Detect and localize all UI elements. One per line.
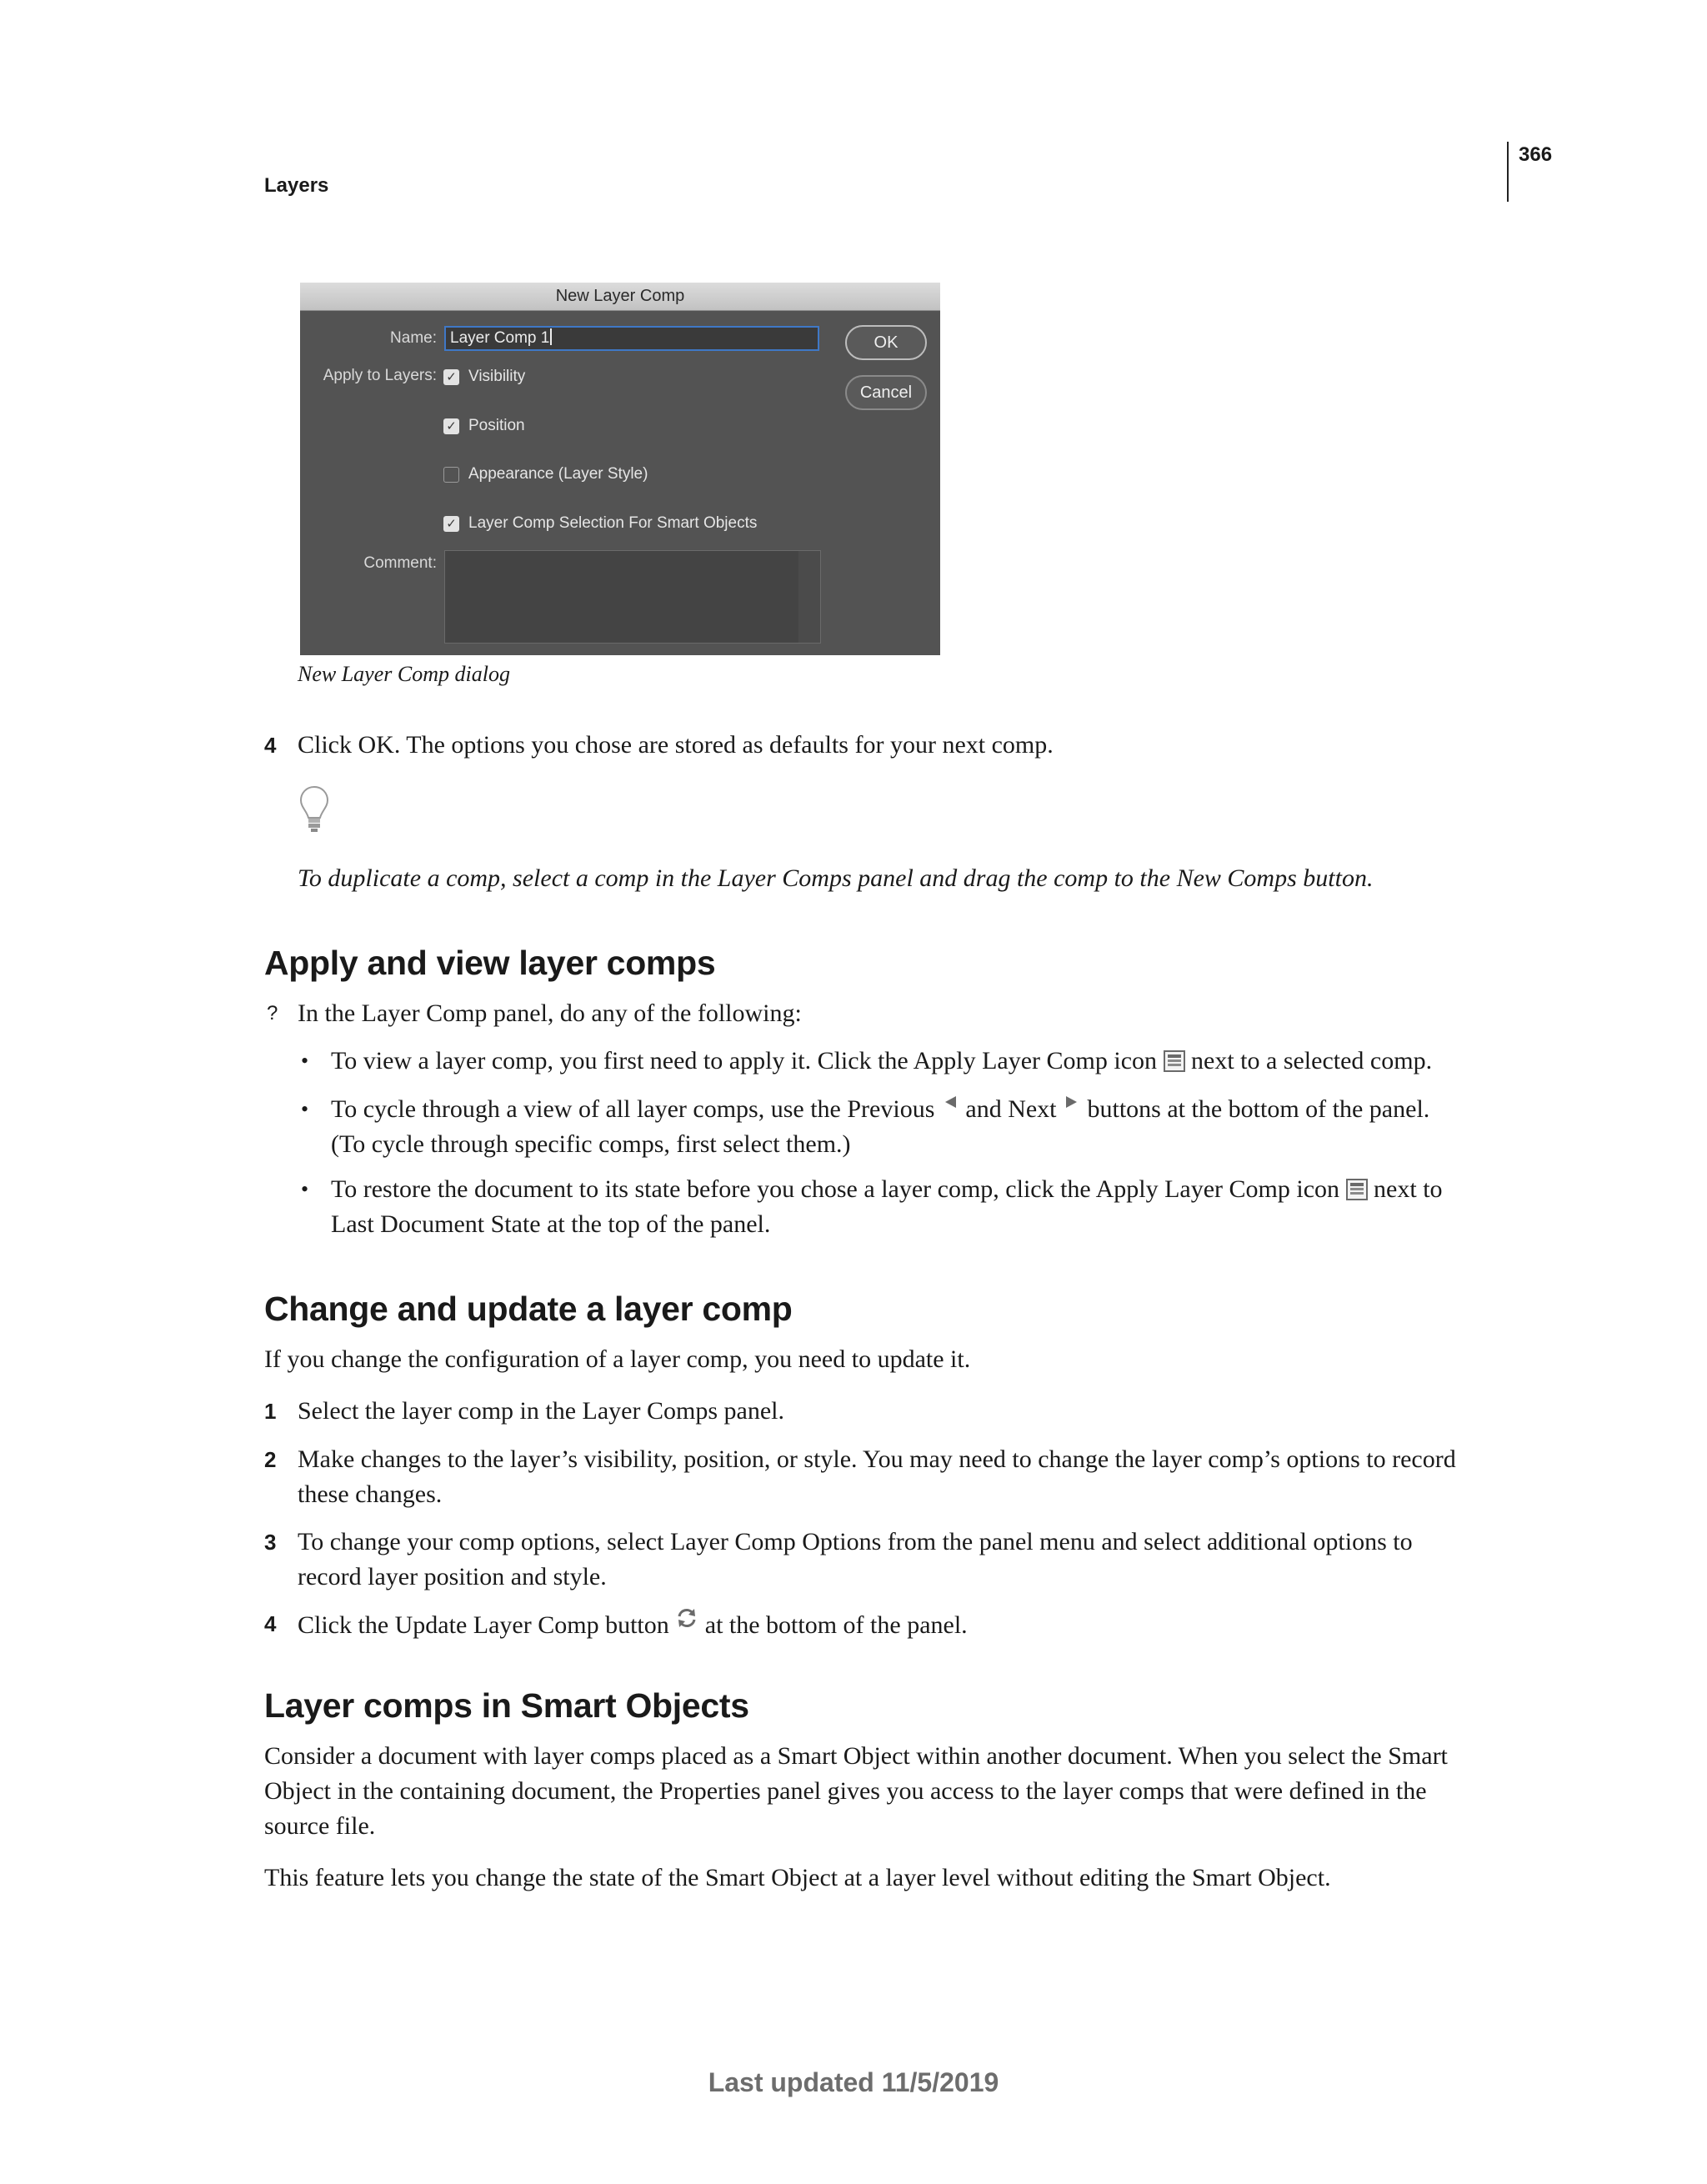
step-text: Select the layer comp in the Layer Comps panel. — [298, 1397, 784, 1425]
step-text: Make changes to the layer’s visibility, position, or style. You may need to change the layer comp’s options to record — [298, 1445, 1456, 1473]
name-label: Name: — [390, 329, 437, 347]
step-number: 4 — [264, 733, 277, 758]
apply-layer-comp-icon — [1164, 1050, 1185, 1072]
step-text-continued: record layer position and style. — [298, 1563, 607, 1590]
header-divider — [1507, 142, 1509, 202]
lightbulb-tip-icon — [298, 784, 330, 834]
next-arrow-icon — [1063, 1094, 1081, 1112]
paragraph-line: source file. — [264, 1812, 376, 1840]
checked-checkbox-icon[interactable]: ✓ — [443, 418, 459, 434]
paragraph-line: Consider a document with layer comps placed as a Smart Object within another document. When you select the Smart — [264, 1742, 1448, 1770]
bullet-text-continued: Last Document State at the top of the panel. — [331, 1210, 771, 1238]
paragraph-line: Object in the containing document, the Properties panel gives you access to the layer comps that were defined in the — [264, 1777, 1427, 1805]
bullet-marker: • — [301, 1049, 309, 1073]
layer-comp-name-input[interactable]: Layer Comp 1 — [444, 326, 819, 351]
step-number: 4 — [264, 1611, 277, 1636]
bullet-text: To restore the document to its state before you chose a layer comp, click the Apply Layer Comp icon next to — [331, 1175, 1443, 1203]
paragraph: This feature lets you change the state of the Smart Object at a layer level without editing the Smart Object. — [264, 1864, 1331, 1891]
last-updated-footer: Last updated 11/5/2019 — [708, 2067, 999, 2097]
appearance-label: Appearance (Layer Style) — [468, 465, 648, 483]
tip-text: To duplicate a comp, select a comp in the Layer Comps panel and drag the comp to the New Comps button. — [298, 864, 1374, 892]
checked-checkbox-icon[interactable]: ✓ — [443, 369, 459, 385]
new-layer-comp-dialog — [300, 283, 940, 655]
section-heading: Change and update a layer comp — [264, 1290, 793, 1328]
comment-label: Comment: — [363, 554, 437, 572]
section-intro: If you change the configuration of a layer comp, you need to update it. — [264, 1345, 971, 1373]
bullet-text-continued: (To cycle through specific comps, first select them.) — [331, 1130, 851, 1158]
figure-caption: New Layer Comp dialog — [298, 662, 510, 686]
list-marker: ? — [267, 1002, 278, 1024]
appearance-checkbox-row[interactable] — [443, 464, 648, 484]
apply-layer-comp-icon — [1346, 1179, 1368, 1200]
apply-to-layers-label: Apply to Layers: — [323, 367, 437, 384]
bullet-marker: • — [301, 1097, 309, 1121]
position-checkbox-row[interactable] — [443, 416, 525, 436]
ok-button[interactable]: OK — [845, 325, 927, 360]
step-text: Click the Update Layer Comp button at the bottom of the panel. — [298, 1606, 968, 1643]
page-number: 366 — [1519, 143, 1553, 166]
step-text: To change your comp options, select Layer Comp Options from the panel menu and select additional options to — [298, 1528, 1413, 1555]
step-number: 1 — [264, 1399, 277, 1424]
running-header-section: Layers — [264, 174, 329, 197]
comment-scrollbar[interactable] — [798, 551, 820, 643]
update-layer-comp-icon — [675, 1606, 698, 1630]
step-number: 2 — [264, 1447, 277, 1472]
section-heading: Apply and view layer comps — [264, 944, 716, 982]
smart-objects-checkbox-row[interactable] — [443, 513, 757, 533]
cancel-button[interactable]: Cancel — [845, 375, 927, 410]
bullet-text: To cycle through a view of all layer comps, use the Previous and Next buttons at the bottom of the panel. — [331, 1095, 1430, 1123]
visibility-checkbox-row[interactable] — [443, 367, 525, 387]
previous-arrow-icon — [941, 1094, 959, 1112]
step-text: Click OK. The options you chose are stored as defaults for your next comp. — [298, 731, 1054, 759]
step-number: 3 — [264, 1530, 277, 1555]
smart-objects-selection-label: Layer Comp Selection For Smart Objects — [468, 514, 758, 532]
dialog-title: New Layer Comp — [300, 283, 940, 311]
visibility-label: Visibility — [468, 368, 526, 385]
bullet-text: To view a layer comp, you first need to apply it. Click the Apply Layer Comp icon next to a selected comp. — [331, 1047, 1433, 1074]
position-label: Position — [468, 417, 525, 434]
checked-checkbox-icon[interactable]: ✓ — [443, 516, 459, 532]
comment-textarea[interactable] — [444, 550, 821, 644]
unchecked-checkbox-icon[interactable] — [443, 467, 459, 483]
section-intro: In the Layer Comp panel, do any of the following: — [298, 999, 802, 1027]
bullet-marker: • — [301, 1177, 309, 1201]
step-text-continued: these changes. — [298, 1480, 443, 1508]
section-heading: Layer comps in Smart Objects — [264, 1686, 749, 1725]
